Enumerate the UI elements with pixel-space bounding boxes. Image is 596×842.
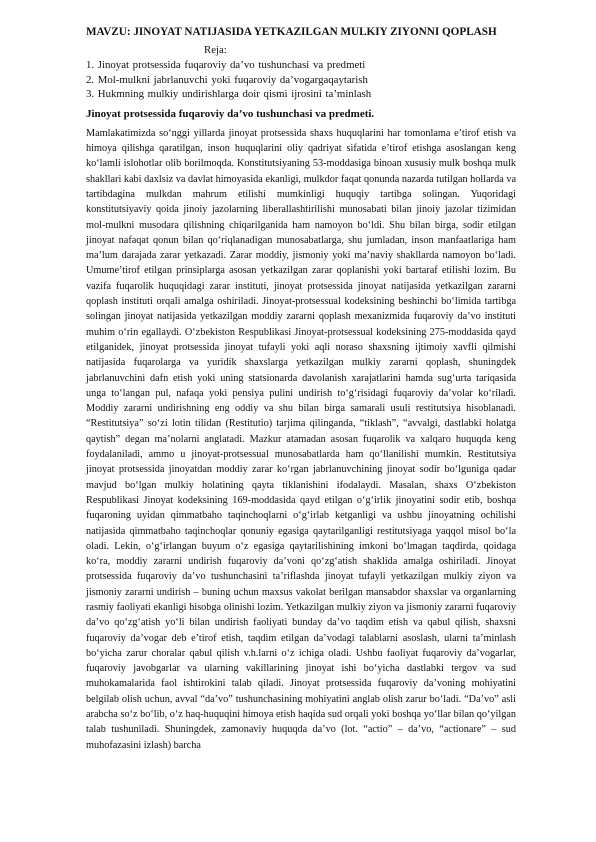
body-paragraph: Mamlakatimizda so‘nggi yillarda jinoyat protsessida shaxs huquqlarini har tomonlama e’tirof etish va himoya qilishga qaratilgan, inson huquqlarini oliy qadriyat sifatida e’tirof etishga asoslangan keng ko‘lamli islohotlar olib borilmoqda. Konstitutsiyaning 53-moddasiga binoan xususiy mulk boshqa mulk shakllari kabi daxlsiz va davlat himoyasida ekanligi, mulkdor faqat qonunda nazarda tutilgan hollarda va tartibdagina mulkdan mahrum etilishi mumkinligi huquqiy tartibga solingan. Yuqoridagi konstitutsiyaviy qoida jinoiy jazolarning liberallashtirilishi munosabati bilan jinoiy jazolar tizimidan mol-mulkni musodara qilishning chiqarilganida ham namoyon bo‘ldi. Shu bilan birga, sodir etilgan jinoyat nafaqat qonun bilan qo‘riqlanadigan munosabatlarga, shu jumladan, inson manfaatlariga ham ma’lum darajada zarar yetkazadi. Zarar moddiy, jismoniy yoki ma’naviy shakllarda namoyon bo‘ladi. Umume’tirof etilgan prinsiplarga asosan yetkazilgan zarar qoplanishi yoki bartaraf etilishi lozim. Bu vazifa fuqarolik huquqidagi zarar instituti, jinoyat protsessida jinoyat natijasida yetkazilgan zararni qoplash instituti orqali amalga oshiriladi. Jinoyat-protsessual kodeksining beshinchi bo‘limida tartibga solingan jinoyat natijasida yetkazilgan moddiy zararni qoplash mexanizmida fuqaroviy da’vo instituti muhim o‘rin egallaydi. O‘zbekiston Respublikasi Jinoyat-protsessual kodeksining 275-moddasida qayd etilganidek, jinoyat protsessida jinoyat tufayli yoki aqli noraso shaxsning ijtimoiy xavfli qilmishi natijasida fuqarolarga va yuridik shaxslarga yetkazilgan mulkiy zararni qoplash, shuningdek jabrlanuvchini dafn etish yoki uning statsionarda davolanish xarajatlarini hamda sug‘urta tariqasida unga to‘langan pul, nafaqa yoki pensiya pulini undirish to‘g‘risidagi fuqaroviy da’volar ko‘riladi. Moddiy zararni undirishning eng oddiy va shu bilan birga samarali usuli restitutsiya hisoblanadi. “Restitutsiya” so‘zi lotin tilidan (Restitutio) tarjima qilinganda, “tiklash”, “avvalgi, dastlabki holatga qaytish” degan ma’nolarni anglatadi. Mazkur atamadan asosan fuqarolik va xalqaro huquqda keng foydalaniladi, ammo u jinoyat-protsessual munosabatlarda ham qo‘llanilishi mumkin. Restitutsiya jinoyat protsessida jinoyatdan moddiy zarar ko‘rgan jabrlanuvchining jinoyat sodir bo‘lguniga qadar mavjud bo‘lgan mulkiy holatining qayta tiklanishini ifodalaydi. Masalan, shaxs O‘zbekiston Respublikasi Jinoyat kodeksining 169-moddasida qayd etilgan o‘g‘irlik jinoyatini sodir etib, boshqa fuqaroning uyidan qimmatbaho taqinchoqlarni o‘g‘irlab ketganligi va ushbu jinoyatning ochilishi natijasida qimmatbaho taqinchoqlar qonuniy egasiga qaytarilganligi restitutsiyaga yaqqol misol bo‘la oladi. Lekin, o‘g‘irlangan buyum o‘z egasiga qaytarilishining imkoni bo‘lmagan taqdirda, qoidaga ko‘ra, moddiy zararni undirish fuqaroviy da’voni qo‘zg‘atish shaklida amalga oshiriladi. Jinoyat protsessida fuqaroviy da’vo tushunchasini ta’riflashda jinoyat tufayli yetkazilgan mulkiy ziyon va jismoniy zararni undirish – buning uchun maxsus vakolat berilgan mansabdor shaxslar va organlarning rasmiy faoliyati ekanligi hisobga olinishi lozim. Yetkazilgan mulkiy ziyon va jismoniy zararni fuqaroviy da’vo qo‘zg‘atish yo‘li bilan undirish faoliyati bunday da’vo taqdim etish va qabul qilish, shaxsni fuqaroviy da’vogar deb e’tirof etish, taqdim etilgan da’vodagi talablarni asoslash, ularni ta’minlash bo‘yicha zarur choralar qabul qilish v.h.larni o‘z ichiga oladi. Ushbu faoliyat fuqaroviy da’vogarlar, fuqaroviy javobgarlar va ularning vakillarining jinoyat ishi bo‘yicha dastlabki tergov va sud muhokamalarida faol ishtirokini talab qiladi. Jinoyat protsessida fuqaroviy da’voning mohiyatini belgilab olish uchun, avval “da’vo” tushunchasining mohiyatini anglab olish zarur bo‘ladi. “Da’vo” asli arabcha so‘z bo‘lib, o‘z haq-huquqini himoya etish haqida sud orqali yoki boshqa yo‘llar bilan qo‘yilgan talab tushuniladi. Shuningdek, zamonaviy huquqda da’vo (lot. “actio” – da’vo, “actionare” – sud muhofazasini izlash) barcha bbox=[86, 127, 516, 751]
plan-item: 3. Hukmning mulkiy undirishlarga doir qismi ijrosini ta’minlash bbox=[86, 88, 372, 101]
section-heading: Jinoyat protsessida fuqaroviy da’vo tushunchasi va predmeti. bbox=[86, 107, 375, 120]
plan-item: 2. Mol-mulkni jabrlanuvchi yoki fuqaroviy da’vogargaqaytarish bbox=[86, 73, 368, 86]
document-title: MAVZU: JINOYAT NATIJASIDA YETKAZILGAN MULKIY ZIYONNI QOPLASH bbox=[86, 26, 497, 38]
plan-list bbox=[86, 58, 516, 102]
plan-label: Reja: bbox=[204, 44, 227, 56]
document-page bbox=[86, 25, 516, 753]
plan-item: 1. Jinoyat protsessida fuqaroviy da’vo tushunchasi va predmeti bbox=[86, 59, 366, 71]
